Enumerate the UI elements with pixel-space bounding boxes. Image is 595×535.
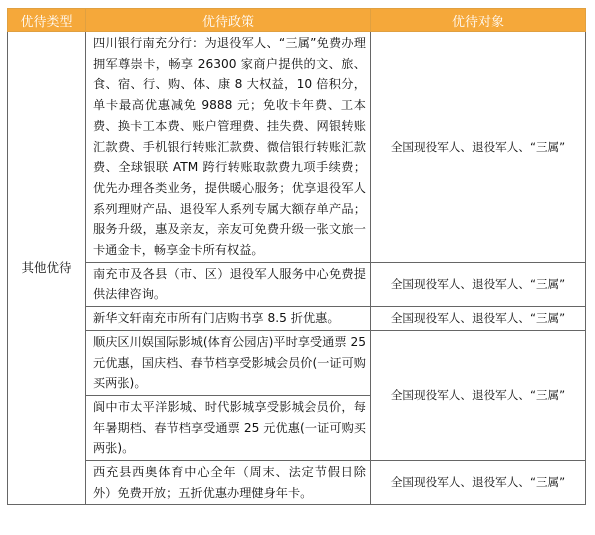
target-cell: 全国现役军人、退役军人、“三属” bbox=[371, 32, 586, 263]
table-header bbox=[8, 9, 586, 32]
target-cell: 全国现役军人、退役军人、“三属” bbox=[371, 330, 586, 460]
table-row bbox=[8, 262, 586, 306]
policy-cell: 南充市及各县（市、区）退役军人服务中心免费提供法律咨询。 bbox=[86, 262, 371, 306]
preferential-policy-table bbox=[7, 8, 586, 505]
table-body bbox=[8, 32, 586, 505]
policy-cell: 阆中市太平洋影城、时代影城享受影城会员价，每年暑期档、春节档享受通票 25 元优惠(一证可购买两张)。 bbox=[86, 395, 371, 460]
target-cell: 全国现役军人、退役军人、“三属” bbox=[371, 262, 586, 306]
category-cell: 其他优待 bbox=[8, 32, 86, 505]
table-row bbox=[8, 330, 586, 395]
table-row bbox=[8, 461, 586, 505]
policy-cell: 新华文轩南充市所有门店购书享 8.5 折优惠。 bbox=[86, 307, 371, 331]
table-row bbox=[8, 307, 586, 331]
policy-cell: 顺庆区川娱国际影城(体育公园店)平时享受通票 25 元优惠，国庆档、春节档享受影城会员价(一证可购买两张)。 bbox=[86, 330, 371, 395]
table-row bbox=[8, 32, 586, 263]
header-policy: 优待政策 bbox=[86, 9, 371, 32]
header-row bbox=[8, 9, 586, 32]
target-cell: 全国现役军人、退役军人、“三属” bbox=[371, 461, 586, 505]
header-target: 优待对象 bbox=[371, 9, 586, 32]
policy-cell: 四川银行南充分行：为退役军人、“三属”免费办理拥军尊崇卡，畅享 26300 家商户提供的文、旅、食、宿、行、购、体、康 8 大权益，10 倍积分，单卡最高优惠减免 9888 元；免收卡年费、工本费、换卡工本费、账户管理费、挂失费、网银转账汇款费、手机银行转账汇款费、微信银行转账汇款费、全球银联 ATM 跨行转账取款费九项手续费；优先办理各类业务，提供暖心服务；优享退役军人系列理财产品、退役军人系列专属大额存单产品；服务升级，惠及亲友，亲友可免费升级一张文旅一卡通金卡，畅享金卡所有权益。 bbox=[86, 32, 371, 263]
target-cell: 全国现役军人、退役军人、“三属” bbox=[371, 307, 586, 331]
header-type: 优待类型 bbox=[8, 9, 86, 32]
policy-cell: 西充县西奥体育中心全年（周末、法定节假日除外）免费开放；五折优惠办理健身年卡。 bbox=[86, 461, 371, 505]
